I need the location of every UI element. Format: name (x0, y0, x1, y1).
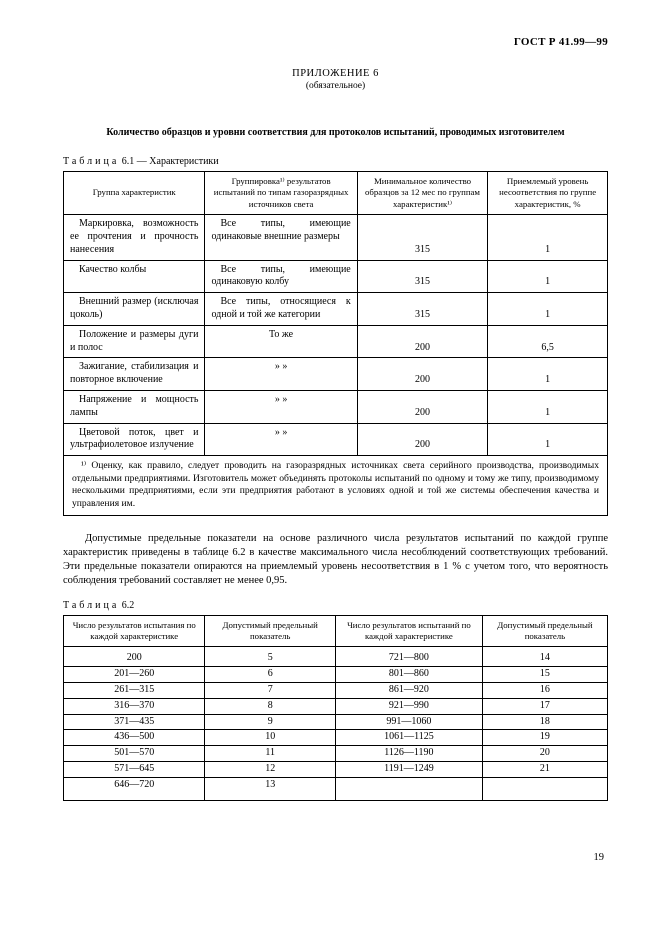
table-cell: 861—920 (335, 682, 482, 698)
level-cell: 1 (488, 423, 608, 456)
table1-footnote: ¹⁾ Оценку, как правило, следует проводить на газоразрядных источниках света серийного производства, производимых отдельными предприятиями. Изготовитель может объединять протоколы испытаний по одному и тому же типу, производимому несколькими предприятиями, если эти предприятия работают в условиях одной и той же системы обеспечения качества и управления им. (64, 456, 608, 516)
table-cell: 436—500 (64, 730, 205, 746)
table1-footnote-row (64, 456, 608, 516)
table-cell: 571—645 (64, 761, 205, 777)
table-cell: 316—370 (64, 698, 205, 714)
characteristic-group-cell: Зажигание, стабилизация и повторное включение (64, 358, 205, 391)
grouping-cell: Все типы, относящиеся к одной и той же категории (205, 293, 357, 326)
characteristic-group-cell: Внешний размер (исключая цоколь) (64, 293, 205, 326)
table-cell: 501—570 (64, 746, 205, 762)
table1-col-header-samples: Минимальное количество образцов за 12 мес по группам характеристик¹⁾ (357, 172, 488, 215)
table2-caption-rest: 6.2 (121, 599, 135, 611)
table-row (64, 730, 608, 746)
table-cell: 16 (482, 682, 607, 698)
samples-cell: 315 (357, 260, 488, 293)
samples-cell: 315 (357, 215, 488, 260)
table2-caption (63, 600, 608, 611)
table1-caption-word: Таблица (63, 156, 120, 167)
table-row (64, 647, 608, 667)
table1-caption (63, 156, 608, 167)
table2-col-header-results-right: Число результатов испытаний по каждой характеристике (335, 615, 482, 647)
grouping-cell: » » (205, 423, 357, 456)
table1-caption-rest: 6.1 — Характеристики (121, 156, 219, 167)
table-cell: 11 (205, 746, 336, 762)
level-cell: 1 (488, 358, 608, 391)
characteristic-group-cell: Напряжение и мощность лампы (64, 391, 205, 424)
table-cell: 201—260 (64, 667, 205, 683)
table-cell: 371—435 (64, 714, 205, 730)
table-cell: 801—860 (335, 667, 482, 683)
table1-col-header-group: Группа характеристик (64, 172, 205, 215)
table1-row (64, 215, 608, 260)
table-cell: 1061—1125 (335, 730, 482, 746)
grouping-cell: Все типы, имеющие одинаковую колбу (205, 260, 357, 293)
characteristic-group-cell: Цветовой поток, цвет и ультрафиолетовое излучение (64, 423, 205, 456)
samples-cell: 200 (357, 325, 488, 358)
table-row (64, 714, 608, 730)
table-cell: 5 (205, 647, 336, 667)
table-cell: 6 (205, 667, 336, 683)
table-cell: 261—315 (64, 682, 205, 698)
section-heading: Количество образцов и уровни соответствия для протоколов испытаний, проводимых изготовителем (106, 127, 565, 138)
table-cell (335, 777, 482, 800)
samples-cell: 315 (357, 293, 488, 326)
table-row (64, 746, 608, 762)
table2-col-header-limit-right: Допустимый предельный показатель (482, 615, 607, 647)
grouping-cell: Все типы, имеющие одинаковые внешние размеры (205, 215, 357, 260)
table-cell: 19 (482, 730, 607, 746)
table1-row (64, 325, 608, 358)
grouping-cell: То же (205, 325, 357, 358)
table-cell: 9 (205, 714, 336, 730)
characteristic-group-cell: Положение и размеры дуги и полос (64, 325, 205, 358)
appendix-title: ПРИЛОЖЕНИЕ 6 (292, 68, 379, 79)
table1-row (64, 391, 608, 424)
table-row (64, 682, 608, 698)
table2-col-header-limit-left: Допустимый предельный показатель (205, 615, 336, 647)
table-row (64, 698, 608, 714)
table1-col-header-grouping: Группировка¹⁾ результатов испытаний по типам газоразрядных источников света (205, 172, 357, 215)
table-cell: 21 (482, 761, 607, 777)
samples-cell: 200 (357, 423, 488, 456)
samples-cell: 200 (357, 358, 488, 391)
appendix-block (63, 68, 608, 91)
table2-body (64, 647, 608, 800)
grouping-cell: » » (205, 358, 357, 391)
table-6-2 (63, 615, 608, 801)
table-cell: 17 (482, 698, 607, 714)
table-cell: 13 (205, 777, 336, 800)
level-cell: 1 (488, 293, 608, 326)
table-cell: 8 (205, 698, 336, 714)
table-row (64, 667, 608, 683)
table1-row (64, 260, 608, 293)
table-cell: 921—990 (335, 698, 482, 714)
table-cell: 1126—1190 (335, 746, 482, 762)
table-cell: 18 (482, 714, 607, 730)
table1-header-row (64, 172, 608, 215)
table2-caption-word: Таблица (63, 599, 120, 611)
table-cell: 15 (482, 667, 607, 683)
samples-cell: 200 (357, 391, 488, 424)
table-cell (482, 777, 607, 800)
table-cell: 200 (64, 647, 205, 667)
level-cell: 1 (488, 215, 608, 260)
appendix-subtitle: (обязательное) (305, 81, 366, 91)
characteristic-group-cell: Маркировка, возможность ее прочтения и прочность нанесения (64, 215, 205, 260)
table-row (64, 777, 608, 800)
grouping-cell: » » (205, 391, 357, 424)
table-cell: 646—720 (64, 777, 205, 800)
level-cell: 1 (488, 260, 608, 293)
standard-number: ГОСТ Р 41.99—99 (513, 36, 608, 48)
table-cell: 12 (205, 761, 336, 777)
table1-row (64, 423, 608, 456)
level-cell: 6,5 (488, 325, 608, 358)
table-cell: 1191—1249 (335, 761, 482, 777)
table-cell: 10 (205, 730, 336, 746)
table-cell: 991—1060 (335, 714, 482, 730)
table-cell: 721—800 (335, 647, 482, 667)
characteristic-group-cell: Качество колбы (64, 260, 205, 293)
table-cell: 14 (482, 647, 607, 667)
level-cell: 1 (488, 391, 608, 424)
table2-header-row (64, 615, 608, 647)
page-number: 19 (593, 852, 604, 863)
table1-row (64, 293, 608, 326)
body-paragraph: Допустимые предельные показатели на основе различного числа результатов испытаний по каждой группе характеристик приведены в таблице 6.2 в качестве максимального числа несоблюдений соответствующих требований. Эти предельные показатели опираются на приемлемый уровень несоответствия в 1 % с учетом того, что вероятность соблюдения требований составляет не менее 0,95. (63, 533, 608, 586)
table2-col-header-results-left: Число результатов испытания по каждой характеристике (64, 615, 205, 647)
table1-row (64, 358, 608, 391)
table-row (64, 761, 608, 777)
table-6-1 (63, 171, 608, 516)
table-cell: 7 (205, 682, 336, 698)
table1-col-header-level: Приемлемый уровень несоответствия по группе характеристик, % (488, 172, 608, 215)
table-cell: 20 (482, 746, 607, 762)
